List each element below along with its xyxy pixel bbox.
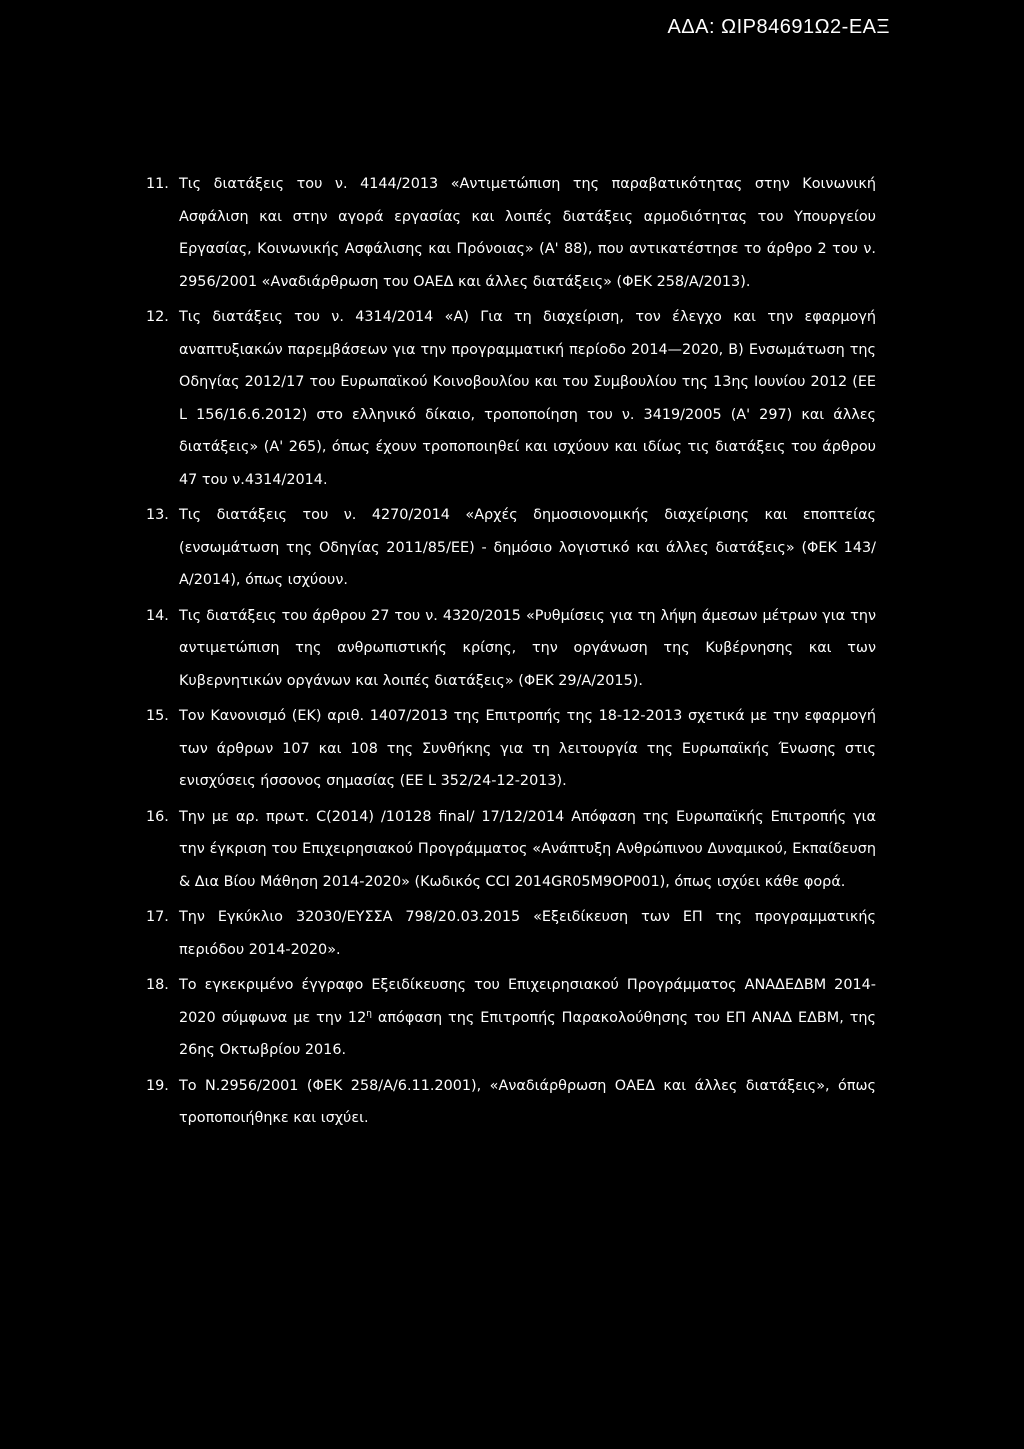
item-number: 11.	[146, 176, 169, 192]
list-item	[146, 801, 876, 899]
item-text: Τις διατάξεις του ν. 4144/2013 «Αντιμετώπιση της παραβατικότητας στην Κοινωνική Ασφάλιση και στην αγορά εργασίας και λοιπές διατάξεις αρμοδιότητας του Υπουργείου Εργασίας, Κοινωνικής Ασφάλισης και Πρόνοιας» (Α' 88), που αντικατέστησε το άρθρο 2 του ν. 2956/2001 «Αναδιάρθρωση του ΟΑΕΔ και άλλες διατάξεις» (ΦΕΚ 258/Α/2013).	[179, 176, 876, 290]
list-item	[146, 969, 876, 1067]
item-number: 14.	[146, 607, 169, 624]
item-text-after: απόφαση της Επιτροπής Παρακολούθησης του ΕΠ ΑΝΑΔ ΕΔΒΜ, της 26ης Οκτωβρίου 2016.	[179, 1009, 876, 1058]
item-text: Τις διατάξεις του ν. 4314/2014 «Α) Για τη διαχείριση, τον έλεγχο και την εφαρμογή αναπτυξιακών παρεμβάσεων για την προγραμματική περίοδο 2014—2020, Β) Ενσωμάτωση της Οδηγίας 2012/17 του Ευρωπαϊκού Κοινοβουλίου και του Συμβουλίου της 13ης Ιουνίου 2012 (ΕΕ L 156/16.6.2012) στο ελληνικό δίκαιο, τροποποίηση του ν. 3419/2005 (Α' 297) και άλλες διατάξεις» (Α' 265), όπως έχουν τροποποιηθεί και ισχύουν και ιδίως τις διατάξεις του άρθρου 47 του ν.4314/2014.	[179, 309, 876, 488]
list-item	[146, 700, 876, 798]
item-number: 12.	[146, 309, 169, 325]
superscript-ordinal: η	[366, 1008, 372, 1019]
item-number: 16.	[146, 808, 169, 825]
list-item	[146, 301, 876, 496]
list-item	[146, 1070, 876, 1135]
item-text: Την Εγκύκλιο 32030/ΕΥΣΣΑ 798/20.03.2015 «Εξειδίκευση των ΕΠ της προγραμματικής περιόδου 2014-2020».	[179, 909, 876, 958]
item-text: Τις διατάξεις του άρθρου 27 του ν. 4320/2015 «Ρυθμίσεις για τη λήψη άμεσων μέτρων για την αντιμετώπιση της ανθρωπιστικής κρίσης, την οργάνωση της Κυβέρνησης και των Κυβερνητικών οργάνων και λοιπές διατάξεις» (ΦΕΚ 29/Α/2015).	[179, 607, 876, 689]
list-item	[146, 499, 876, 597]
list-item	[146, 168, 876, 298]
ada-code: ΑΔΑ: ΩΙΡ84691Ω2-ΕΑΞ	[667, 16, 890, 38]
provisions-list	[146, 168, 876, 1138]
item-number: 17.	[146, 909, 169, 925]
item-text-before: Το εγκεκριμένο έγγραφο Εξειδίκευσης του Επιχειρησιακού Προγράμματος ΑΝΑΔΕΔΒΜ 2014-2020 σύμφωνα με την 12	[179, 977, 876, 1026]
item-number: 18.	[146, 977, 169, 993]
item-number: 19.	[146, 1077, 169, 1094]
item-text: Το Ν.2956/2001 (ΦΕΚ 258/Α/6.11.2001), «Αναδιάρθρωση ΟΑΕΔ και άλλες διατάξεις», όπως τροποποιήθηκε και ισχύει.	[179, 1077, 876, 1126]
item-text: Τον Κανονισμό (ΕΚ) αριθ. 1407/2013 της Επιτροπής της 18-12-2013 σχετικά με την εφαρμογή των άρθρων 107 και 108 της Συνθήκης για τη λειτουργία της Ευρωπαϊκής Ένωσης στις ενισχύσεις ήσσονος σημασίας (ΕΕ L 352/24-12-2013).	[179, 708, 876, 789]
item-number: 15.	[146, 708, 169, 724]
item-number: 13.	[146, 507, 169, 523]
list-item	[146, 600, 876, 698]
item-text: Τις διατάξεις του ν. 4270/2014 «Αρχές δημοσιονομικής διαχείρισης και εποπτείας (ενσωμάτωση της Οδηγίας 2011/85/ΕΕ) - δημόσιο λογιστικό και άλλες διατάξεις» (ΦΕΚ 143/Α/2014), όπως ισχύουν.	[179, 507, 876, 588]
item-text: Την με αρ. πρωτ. C(2014) /10128 final/ 17/12/2014 Απόφαση της Ευρωπαϊκής Επιτροπής για την έγκριση του Επιχειρησιακού Προγράμματος «Ανάπτυξη Ανθρώπινου Δυναμικού, Εκπαίδευση & Δια Βίου Μάθηση 2014-2020» (Κωδικός CCI 2014GR05M9OP001), όπως ισχύει κάθε φορά.	[179, 808, 876, 890]
list-item	[146, 901, 876, 966]
